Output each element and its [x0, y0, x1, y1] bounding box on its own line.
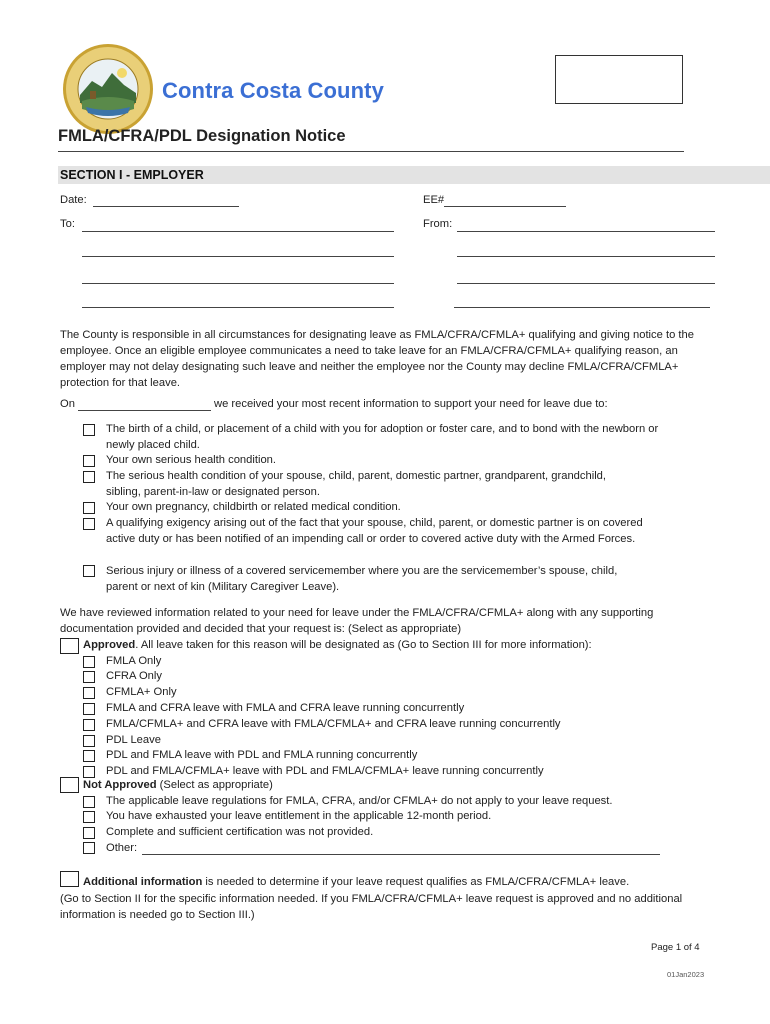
reason-item: A qualifying exigency arising out of the fact that your spouse, child, parent, or domestic partner is on covered active duty or has been notified of an impending call or order to covered active duty with the Armed Forces.	[106, 517, 643, 545]
page-number: Page 1 of 4	[651, 942, 700, 953]
review-paragraph: We have reviewed information related to your need for leave under the FMLA/CFRA/CFMLA+ along with any supporting documentation provided and decided that your request is: (Select as appropriate)	[60, 607, 654, 635]
approved-option: PDL and FMLA/CFMLA+ leave with PDL and FMLA/CFMLA+ leave running concurrently	[106, 765, 544, 777]
to-field-line-2[interactable]	[82, 256, 394, 257]
on-prefix: On	[60, 398, 75, 410]
reason-checkbox[interactable]	[83, 471, 95, 483]
from-field-line-1[interactable]	[457, 231, 715, 232]
title-rule	[58, 151, 684, 152]
approved-option-checkbox[interactable]	[83, 719, 95, 731]
from-field-line-4[interactable]	[454, 307, 710, 308]
reason-item: Serious injury or illness of a covered servicemember where you are the servicemember’s spouse, child, parent or next of kin (Military Caregiver Leave).	[106, 565, 618, 593]
approved-option-checkbox[interactable]	[83, 766, 95, 778]
approved-option: CFMLA+ Only	[106, 686, 177, 698]
revision-date: 01Jan2023	[667, 970, 705, 979]
on-date-field[interactable]	[78, 410, 211, 411]
date-label: Date:	[60, 194, 87, 206]
approved-option-checkbox[interactable]	[83, 703, 95, 715]
reason-item: Your own serious health condition.	[106, 454, 276, 466]
other-label: Other:	[106, 842, 138, 854]
ee-number-field[interactable]	[444, 206, 566, 207]
from-field-line-2[interactable]	[457, 256, 715, 257]
approved-label: Approved	[83, 639, 136, 651]
reason-checkbox[interactable]	[83, 455, 95, 467]
county-name: Contra Costa County	[162, 78, 384, 103]
reason-checkbox[interactable]	[83, 424, 95, 436]
approved-option-checkbox[interactable]	[83, 671, 95, 683]
approved-option-checkbox[interactable]	[83, 750, 95, 762]
additional-info-text: is needed to determine if your leave request qualifies as FMLA/CFRA/CFMLA+ leave.	[202, 876, 630, 888]
not-approved-option-checkbox[interactable]	[83, 827, 95, 839]
approved-line	[83, 639, 592, 651]
approved-option: CFRA Only	[106, 670, 162, 682]
reason-checkbox[interactable]	[83, 518, 95, 530]
other-field[interactable]	[142, 854, 660, 855]
not-approved-checkbox[interactable]	[60, 777, 79, 793]
approved-option: PDL Leave	[106, 734, 161, 746]
from-field-line-3[interactable]	[457, 283, 715, 284]
other-checkbox[interactable]	[83, 842, 95, 854]
reason-checkbox[interactable]	[83, 565, 95, 577]
reason-item: Your own pregnancy, childbirth or related medical condition.	[106, 501, 401, 513]
to-field-line-4[interactable]	[82, 307, 394, 308]
reason-item: The birth of a child, or placement of a child with you for adoption or foster care, and to bond with the newborn or newly placed child.	[106, 423, 659, 451]
approved-checkbox[interactable]	[60, 638, 79, 654]
additional-info-checkbox[interactable]	[60, 871, 79, 887]
approved-option: FMLA Only	[106, 655, 162, 667]
additional-info-line	[83, 876, 629, 888]
date-field[interactable]	[93, 206, 239, 207]
section-heading: SECTION I - EMPLOYER	[60, 168, 204, 182]
approved-option-checkbox[interactable]	[83, 656, 95, 668]
additional-info-paragraph: (Go to Section II for the specific information needed. If you FMLA/CFRA/CFMLA+ leave request is approved and no additional information is needed go to Section III.)	[60, 893, 683, 921]
header-blank-box	[555, 55, 683, 104]
to-field-line-3[interactable]	[82, 283, 394, 284]
approved-option-checkbox[interactable]	[83, 735, 95, 747]
county-seal-logo	[62, 43, 154, 135]
approved-option: FMLA/CFMLA+ and CFRA leave with FMLA/CFMLA+ and CFRA leave running concurrently	[106, 718, 561, 730]
approved-option-checkbox[interactable]	[83, 687, 95, 699]
on-suffix: we received your most recent information to support your need for leave due to:	[214, 398, 608, 410]
ee-number-label: EE#	[423, 194, 445, 206]
not-approved-option: Complete and sufficient certification was not provided.	[106, 826, 374, 838]
not-approved-label: Not Approved	[83, 779, 157, 791]
approved-text: . All leave taken for this reason will be designated as (Go to Section III for more information):	[135, 639, 592, 651]
approved-option: PDL and FMLA leave with PDL and FMLA running concurrently	[106, 749, 418, 761]
to-field-line-1[interactable]	[82, 231, 394, 232]
not-approved-option: The applicable leave regulations for FMLA, CFRA, and/or CFMLA+ do not apply to your leave request.	[106, 795, 613, 807]
approved-option: FMLA and CFRA leave with FMLA and CFRA leave running concurrently	[106, 702, 465, 714]
reason-checkbox[interactable]	[83, 502, 95, 514]
to-label: To:	[60, 218, 75, 230]
from-label: From:	[423, 218, 453, 230]
not-approved-option-checkbox[interactable]	[83, 811, 95, 823]
not-approved-line	[83, 779, 273, 791]
not-approved-option: You have exhausted your leave entitlement in the applicable 12-month period.	[106, 810, 492, 822]
additional-info-label: Additional information	[83, 876, 203, 888]
not-approved-text: (Select as appropriate)	[156, 779, 273, 791]
reason-item: The serious health condition of your spouse, child, parent, domestic partner, grandparent, grandchild, sibling, parent-in-law or designated person.	[106, 470, 607, 498]
not-approved-option-checkbox[interactable]	[83, 796, 95, 808]
intro-paragraph: The County is responsible in all circumstances for designating leave as FMLA/CFRA/CFMLA+ qualifying and giving notice to the employee. Once an eligible employee communicates a need to take leave for an FMLA/CFRA/CFMLA+ qualifying reason, an employer may not delay designating such leave and neither the employee nor the County may decline FMLA/CFRA/CFMLA+ protection for that leave.	[60, 329, 694, 389]
document-title: FMLA/CFRA/PDL Designation Notice	[58, 127, 346, 145]
